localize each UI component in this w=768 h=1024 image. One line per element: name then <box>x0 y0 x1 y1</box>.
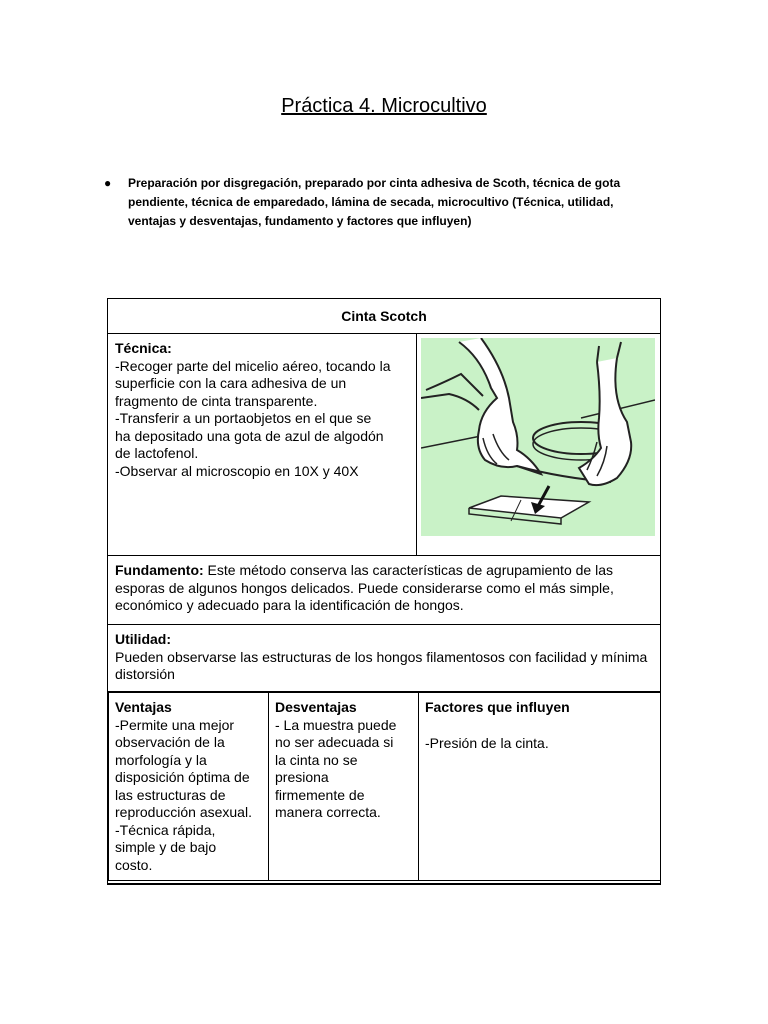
bullet-text: Preparación por disgregación, preparado por cinta adhesiva de Scoth, técnica de gota pendiente, técnica de emparedado, lámina de secada, microcultivo (Técnica, utilidad, ventajas y desventajas, fundamento y factores que influyen) <box>128 176 621 228</box>
ventajas-cell <box>109 693 269 881</box>
fundamento-text: Este método conserva las características de agrupamiento de las esporas de algunos hongos delicados. Puede considerarse como el más simple, económico y adecuado para la identificación de hongos. <box>115 562 614 613</box>
pros-cons-table <box>108 692 660 881</box>
ventajas-text: -Permite una mejor observación de la morfología y la disposición óptima de las estructuras de reproducción asexual. -Técnica rápida, simple y de bajo costo. <box>115 716 252 873</box>
tecnica-text: -Recoger parte del micelio aéreo, tocando la superficie con la cara adhesiva de un fragmento de cinta transparente. -Transferir a un portaobjetos en el que se ha depositado una gota de azul de algodón de lactofenol. -Observar al microscopio en 10X y 40X <box>115 357 391 479</box>
factores-cell <box>419 693 661 881</box>
pros-cons-row <box>108 692 661 885</box>
ventajas-label: Ventajas <box>115 699 172 715</box>
tape-technique-illustration <box>421 338 655 536</box>
utilidad-text: Pueden observarse las estructuras de los hongos filamentosos con facilidad y mínima distorsión <box>115 648 648 682</box>
cinta-scotch-table <box>107 298 661 885</box>
factores-text: -Presión de la cinta. <box>425 734 549 751</box>
desventajas-text: - La muestra puede no ser adecuada si la cinta no se presiona firmemente de manera correcta. <box>275 716 397 820</box>
utilidad-cell <box>108 625 661 692</box>
desventajas-label: Desventajas <box>275 699 357 715</box>
fundamento-label: Fundamento: <box>115 562 204 578</box>
bullet-item <box>104 174 638 231</box>
factores-label: Factores que influyen <box>425 699 570 715</box>
desventajas-cell <box>269 693 419 881</box>
tecnica-cell <box>108 334 417 556</box>
utilidad-label: Utilidad: <box>115 631 171 647</box>
fundamento-cell <box>108 556 661 625</box>
table-header: Cinta Scotch <box>108 299 661 334</box>
illustration-cell <box>417 334 661 556</box>
page-title: Práctica 4. Microcultivo <box>281 95 487 117</box>
bullet-dot-icon: ● <box>104 176 112 190</box>
tecnica-label: Técnica: <box>115 340 172 356</box>
